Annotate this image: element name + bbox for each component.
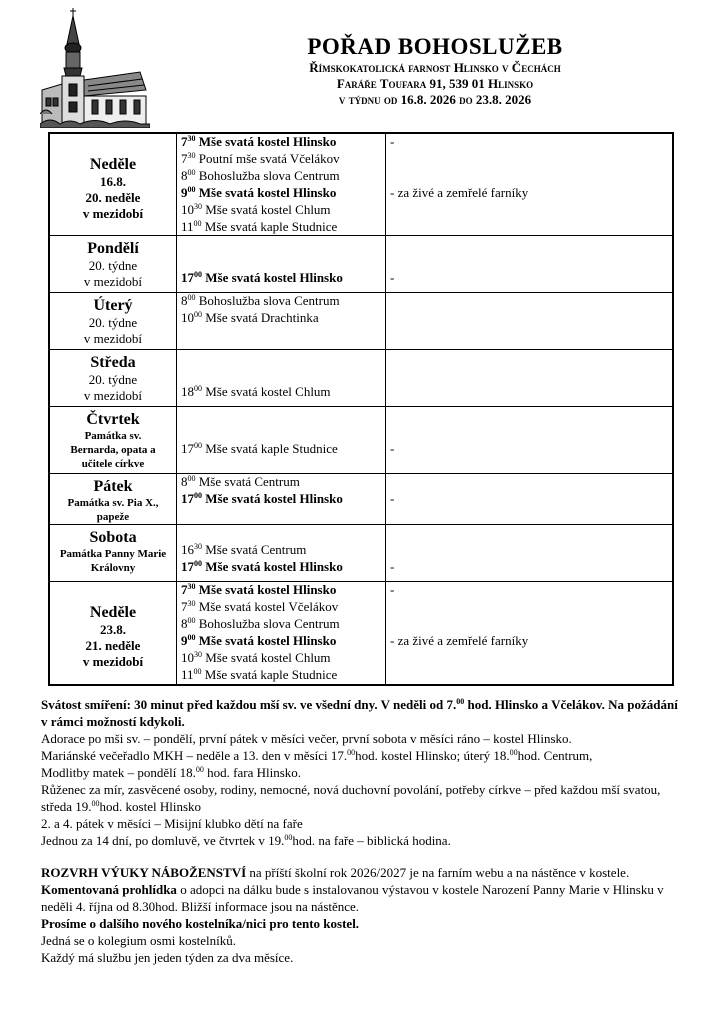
mass-line [181,633,385,650]
intention-line [390,384,672,401]
intention-line [390,293,672,310]
mass-line [181,542,385,559]
intention-cell [386,474,674,525]
adoration-note [41,730,681,747]
mass-line [181,582,385,599]
mass-line [181,441,385,458]
mass-description: Mše svatá Centrum [195,474,300,490]
mass-line [181,616,385,633]
mass-line [181,151,385,168]
mass-line [181,525,385,542]
day-detail: 23.8. [100,622,126,638]
religion-schedule-note [41,864,681,881]
intention-cell [386,407,674,474]
page-title: POŘAD BOHOSLUŽEB [307,34,563,59]
note-text: hod. fara Hlinsko. [203,765,302,780]
day-detail: Památka Panny Marie [59,548,167,561]
mass-minute: 00 [187,293,196,303]
mass-line [181,293,385,310]
schedule-row [49,293,673,350]
mass-description: Bohoslužba slova Centrum [195,616,340,632]
mass-description: Mše svatá kaple Studnice [201,218,338,234]
day-detail: v mezidobí [82,206,144,221]
mass-hour: 10 [181,310,194,326]
intention-line: - za živé a zemřelé farníky [390,184,529,200]
mass-line [181,407,385,424]
intention-line [390,616,672,633]
mass-line [181,474,385,491]
mass-minute: 30 [187,582,196,592]
mass-description: Mše svatá Centrum [202,542,307,558]
mass-cell [177,525,386,582]
time-minutes: 00 [91,799,100,808]
intention-line [390,407,672,424]
day-name: Sobota [89,529,137,547]
day-name: Pátek [93,478,133,496]
mass-hour: 17 [181,491,194,507]
mass-minute: 00 [187,633,196,643]
mass-line [181,253,385,270]
mass-minute: 00 [187,167,196,177]
mass-description: Mše svatá kostel Chlum [202,384,331,400]
intention-line: - [390,441,395,457]
note-text: Jednou za 14 dní, po domluvě, ve čtvrtek v 19. [41,833,285,848]
mass-hour: 8 [181,167,188,183]
note-text: hod. kostel Hlinsko [99,799,202,814]
note-text: Adorace po mši sv. – pondělí, první pátek v měsíci večer, první sobota v měsíci ráno – kostel Hlinsko. [41,731,572,746]
intention-line: - [390,134,395,149]
sexton-request: Prosíme o dalšího nového kostelníka/nici pro tento kostel. [41,916,360,931]
day-name: Čtvrtek [86,411,140,429]
schedule-row [49,474,673,525]
notes-section [41,696,681,966]
mass-hour: 17 [181,270,194,286]
mass-description: Mše svatá kostel Hlinsko [202,270,343,286]
day-cell [49,236,177,293]
mass-hour: 7 [181,134,188,149]
schedule-row [49,350,673,407]
cenacle-note [41,747,681,764]
mass-line [181,219,385,236]
intention-line [390,310,672,327]
time-minutes: 00 [456,697,465,706]
intention-cell [386,350,674,407]
rosary-note [41,781,681,815]
mass-cell [177,582,386,685]
mass-description: Mše svatá kostel Hlinsko [195,633,337,649]
intention-line: - [390,582,395,598]
mass-hour: 8 [181,616,188,632]
mothers-prayer-note [41,764,681,781]
mass-line [181,667,385,684]
day-name: Středa [90,354,136,372]
schedule-row [49,582,673,685]
mass-description: Bohoslužba slova Centrum [195,167,340,183]
sexton-info-2: Každý má službu jen jeden týden za dva měsíce. [41,950,294,965]
day-detail: 20. týdne [88,258,138,274]
note-text: Modlitby matek – pondělí 18. [41,765,196,780]
religion-schedule-text: na příští školní rok 2026/2027 je na farním webu a na nástěnce v kostele. [246,865,630,880]
intention-line [390,350,672,367]
mass-minute: 00 [193,218,202,228]
mass-line [181,185,385,202]
mass-line [181,270,385,287]
day-name: Neděle [89,156,137,173]
mass-minute: 30 [194,650,202,660]
day-name: Neděle [89,604,137,622]
mass-cell [177,474,386,525]
note-text: Mariánské večeřadlo MKH – neděle a 13. den v měsíci 17. [41,748,348,763]
note-text: Růženec za mír, zasvěcené osoby, rodiny, nemocné, nová duchovní povolání, potřeby církve – před každou mší svatou, středa 19. [41,782,661,814]
mass-minute: 00 [187,616,196,626]
mass-minute: 30 [194,201,202,211]
intention-line: - [390,491,395,507]
mass-cell [177,293,386,350]
mass-hour: 18 [181,384,194,400]
time-minutes: 00 [347,748,356,757]
religion-schedule-heading: ROZVRH VÝUKY NÁBOŽENSTVÍ [41,865,247,880]
intention-line [390,367,672,384]
day-detail: učitele církve [81,458,145,471]
mass-hour: 7 [181,582,188,598]
note-text: hod. Hlinsko a Včelákov. Na požádání v rámci možností kdykoli. [41,697,678,729]
mass-hour: 11 [181,218,194,234]
day-detail: Bernarda, opata a [70,444,156,457]
mass-hour: 10 [181,650,194,666]
day-detail: v mezidobí [83,388,143,404]
intention-line [390,650,672,667]
mass-line [181,310,385,327]
mass-hour: 8 [181,474,188,490]
intention-line: - [390,559,395,575]
intention-line [390,168,672,185]
mass-hour: 10 [181,201,194,217]
tour-text: o adopci na dálku bude s instalovanou výstavou v kostele Narození Panny Marie v Hlinsku v neděli 4. října od 8.30hod. Bližší informace jsou na nástěnce. [41,882,664,914]
intention-line [390,474,672,491]
mass-hour: 7 [181,150,188,166]
tour-note [41,881,681,915]
mass-line [181,327,385,344]
schedule-body [49,133,673,685]
note-text: 2. a 4. pátek v měsíci – Misijní klubko dětí na faře [41,816,303,831]
intention-line: - za živé a zemřelé farníky [390,633,529,649]
mass-line [181,350,385,367]
day-name: Pondělí [87,240,139,258]
day-cell [49,525,177,582]
mass-line [181,134,385,151]
intention-line [390,151,672,168]
intention-cell [386,525,674,582]
day-cell [49,133,177,236]
note-text: hod. Centrum, [517,748,593,763]
mass-description: Mše svatá kaple Studnice [202,441,338,457]
mass-line [181,424,385,441]
day-cell [49,407,177,474]
day-detail: Královny [90,562,136,575]
mass-hour: 17 [181,441,194,457]
day-detail: v mezidobí [82,654,144,670]
mass-hour: 17 [181,559,194,575]
mass-description: Mše svatá kostel Včelákov [195,599,339,615]
mass-minute: 00 [194,441,202,451]
bible-hour-note [41,832,681,849]
intention-line [390,525,672,542]
parish-name: Římskokatolická farnost Hlinsko v Čechách [309,60,561,75]
intention-line [390,327,672,344]
tour-heading: Komentovaná prohlídka [41,882,177,897]
mass-line [181,202,385,219]
time-minutes: 00 [195,765,204,774]
mass-description: Mše svatá kostel Hlinsko [195,582,337,598]
intention-cell [386,582,674,685]
note-text: hod. na faře – biblická hodina. [292,833,451,848]
mass-minute: 00 [194,270,202,280]
mass-description: Mše svatá kostel Chlum [202,201,331,217]
week-range: v týdnu od 16.8. 2026 do 23.8. 2026 [338,92,532,107]
parish-address: Faráře Toufara 91, 539 01 Hlinsko [336,76,534,91]
confession-note [41,696,681,730]
mass-minute: 30 [187,150,196,160]
mass-hour: 9 [181,184,188,200]
mass-description: Bohoslužba slova Centrum [195,293,340,309]
intention-line [390,219,672,236]
mass-hour: 16 [181,542,194,558]
intention-line [390,667,672,684]
mass-line [181,650,385,667]
day-detail: Památka sv. Pia X., [67,497,159,510]
mass-minute: 00 [194,559,202,569]
note-text: hod. kostel Hlinsko; úterý 18. [355,748,510,763]
mass-hour: 7 [181,599,188,615]
mass-description: Mše svatá kostel Hlinsko [195,184,337,200]
day-detail: 20. týdne [88,315,138,331]
intention-line: - [390,270,395,286]
time-minutes: 00 [509,748,518,757]
schedule-row [49,236,673,293]
header [230,34,640,108]
mass-line [181,384,385,401]
mass-description: Mše svatá Drachtinka [202,310,319,326]
schedule-row [49,133,673,236]
mass-cell [177,407,386,474]
mass-description: Mše svatá kostel Hlinsko [202,491,343,507]
mass-minute: 00 [194,491,202,501]
day-name: Úterý [93,297,133,315]
mass-hour: 8 [181,293,188,309]
mass-line [181,168,385,185]
intention-line [390,424,672,441]
day-detail: 21. neděle [85,638,141,654]
mass-minute: 30 [187,134,196,143]
mass-line [181,599,385,616]
day-detail: 20. týdne [88,372,138,388]
intention-line [390,253,672,270]
intention-cell [386,236,674,293]
mass-minute: 00 [193,666,202,676]
mass-cell [177,236,386,293]
mass-cell [177,133,386,236]
intention-cell [386,293,674,350]
schedule-row [49,525,673,582]
mass-minute: 30 [187,599,196,609]
mass-line [181,367,385,384]
schedule-table [48,132,674,686]
time-minutes: 00 [284,833,293,842]
mass-line [181,491,385,508]
intention-line [390,202,672,219]
mass-minute: 00 [194,310,202,320]
mass-cell [177,350,386,407]
day-cell [49,582,177,685]
mass-minute: 00 [194,384,202,394]
mass-description: Mše svatá kostel Hlinsko [195,134,337,149]
intention-line [390,542,672,559]
mass-line [181,559,385,576]
day-detail: 20. neděle [85,190,141,205]
mass-minute: 00 [187,184,196,194]
sexton-info-1: Jedná se o kolegium osmi kostelníků. [41,933,236,948]
day-cell [49,293,177,350]
day-detail: papeže [96,511,130,524]
mass-line [181,236,385,253]
intention-line [390,599,672,616]
day-detail: 16.8. [100,174,126,189]
mission-club-note [41,815,681,832]
day-detail: v mezidobí [83,331,143,347]
mass-description: Mše svatá kostel Hlinsko [202,559,343,575]
mass-description: Mše svatá kostel Chlum [202,650,331,666]
day-cell [49,474,177,525]
note-text: Svátost smíření: 30 minut před každou mší sv. ve všední dny. V neděli od 7. [41,697,457,712]
mass-minute: 00 [187,474,196,484]
mass-description: Poutní mše svatá Včelákov [195,150,340,166]
church-illustration [40,6,150,128]
mass-description: Mše svatá kaple Studnice [201,666,338,682]
day-detail: v mezidobí [83,274,143,290]
intention-cell [386,133,674,236]
mass-minute: 30 [194,542,202,552]
schedule-row [49,407,673,474]
intention-line [390,236,672,253]
day-cell [49,350,177,407]
mass-hour: 9 [181,633,188,649]
day-detail: Památka sv. [84,430,142,443]
mass-hour: 11 [181,666,194,682]
